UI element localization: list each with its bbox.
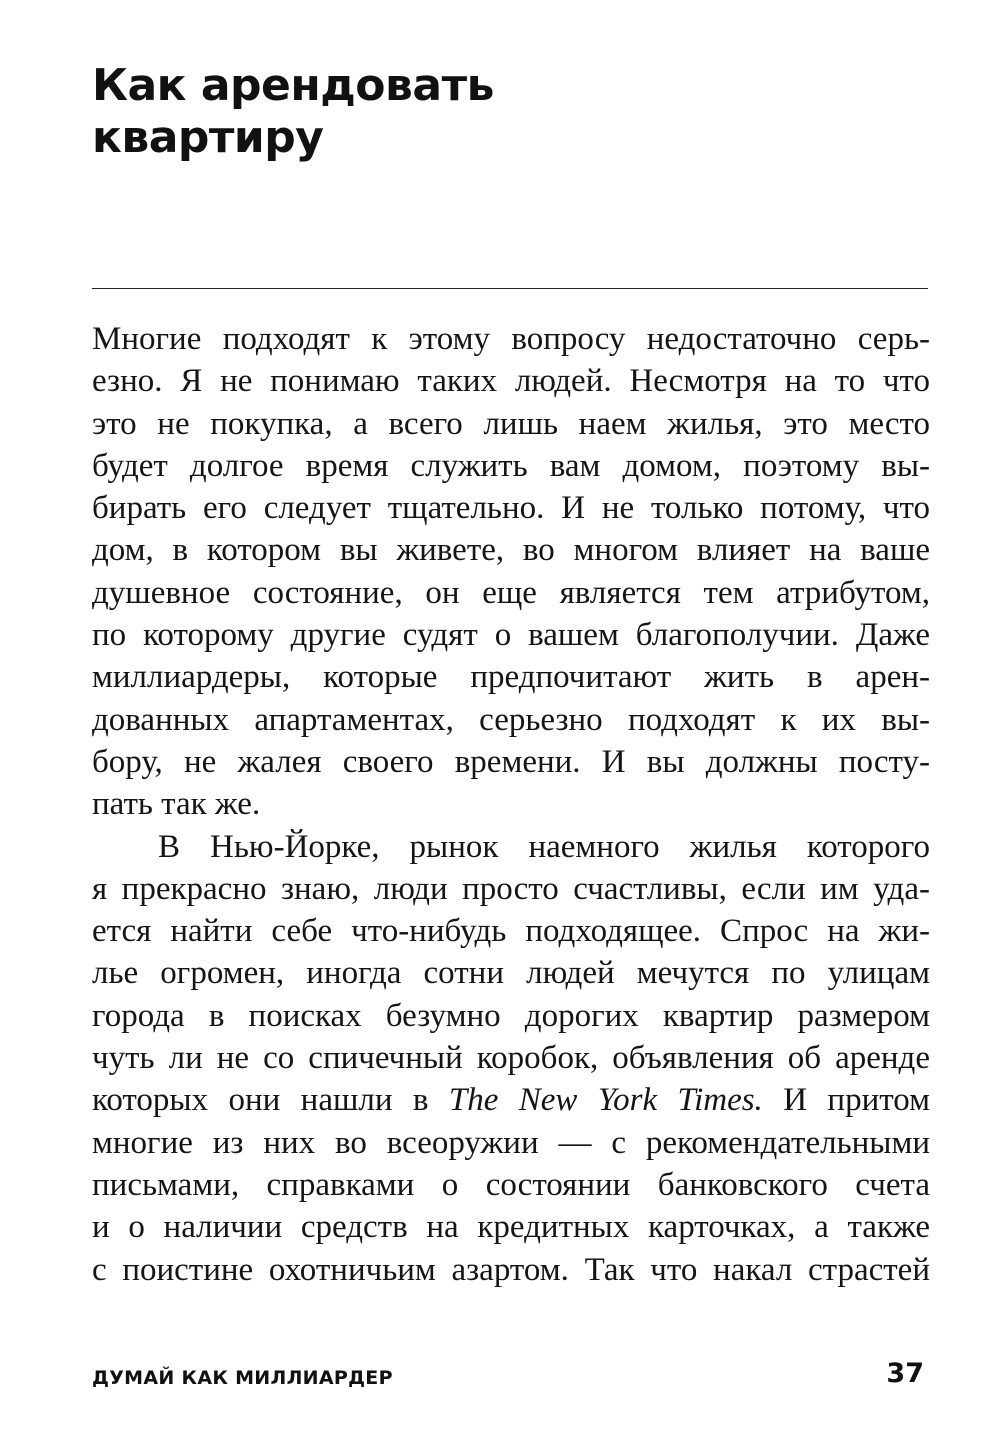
text-line: будет долгое время служить вам домом, поэтому вы- — [92, 447, 930, 484]
body-text — [92, 318, 930, 1291]
text-fragment: И притом — [762, 1082, 930, 1119]
paragraph-1 — [92, 318, 930, 826]
text-line: душевное состояние, он еще является тем атрибутом, — [92, 574, 930, 611]
text-line: я прекрасно знаю, люди просто счастливы, если им уда- — [92, 870, 930, 907]
text-line: ется найти себе что-нибудь подходящее. Спрос на жи- — [92, 913, 930, 950]
text-line: лье огромен, иногда сотни людей мечутся по улицам — [92, 955, 930, 992]
chapter-title-line-2: квартиру — [92, 112, 324, 163]
page-number: 37 — [886, 1358, 924, 1389]
text-line: бору, не жалея своего времени. И вы должны посту- — [92, 743, 930, 780]
text-line: езно. Я не понимаю таких людей. Несмотря на то что — [92, 363, 930, 400]
text-line: чуть ли не со спичечный коробок, объявления об аренде — [92, 1040, 930, 1077]
text-line: и о наличии средств на кредитных карточках, а также — [92, 1209, 930, 1246]
newspaper-title: The New York Times. — [448, 1082, 763, 1119]
text-line: дованных апартаментах, серьезно подходят к их вы- — [92, 701, 930, 738]
text-line: миллиардеры, которые предпочитают жить в арен- — [92, 659, 930, 696]
running-footer-book-title: ДУМАЙ КАК МИЛЛИАРДЕР — [92, 1367, 393, 1389]
text-line: многие из них во всеоружии — с рекомендательными — [92, 1124, 930, 1161]
text-line: с поистине охотничьим азартом. Так что накал страстей — [92, 1251, 930, 1288]
text-line: по которому другие судят о вашем благополучии. Даже — [92, 617, 930, 654]
text-line: города в поисках безумно дорогих квартир размером — [92, 997, 930, 1034]
title-divider — [92, 288, 928, 289]
text-line: письмами, справками о состоянии банковского счета — [92, 1166, 930, 1203]
text-line: это не покупка, а всего лишь наем жилья, это место — [92, 405, 930, 442]
text-line-with-citation — [92, 1079, 930, 1121]
text-line: В Нью-Йорке, рынок наемного жилья которого — [158, 828, 930, 865]
text-fragment: которых они нашли в — [92, 1082, 449, 1119]
text-line: дом, в котором вы живете, во многом влияет на ваше — [92, 532, 930, 569]
text-line: Многие подходят к этому вопросу недостаточно серь- — [92, 321, 930, 357]
text-line: пать так же. — [92, 786, 261, 823]
paragraph-2 — [92, 826, 930, 1291]
chapter-title-line-1: Как арендовать — [92, 60, 494, 111]
chapter-title — [92, 60, 692, 164]
text-line: бирать его следует тщательно. И не только потому, что — [92, 490, 930, 527]
